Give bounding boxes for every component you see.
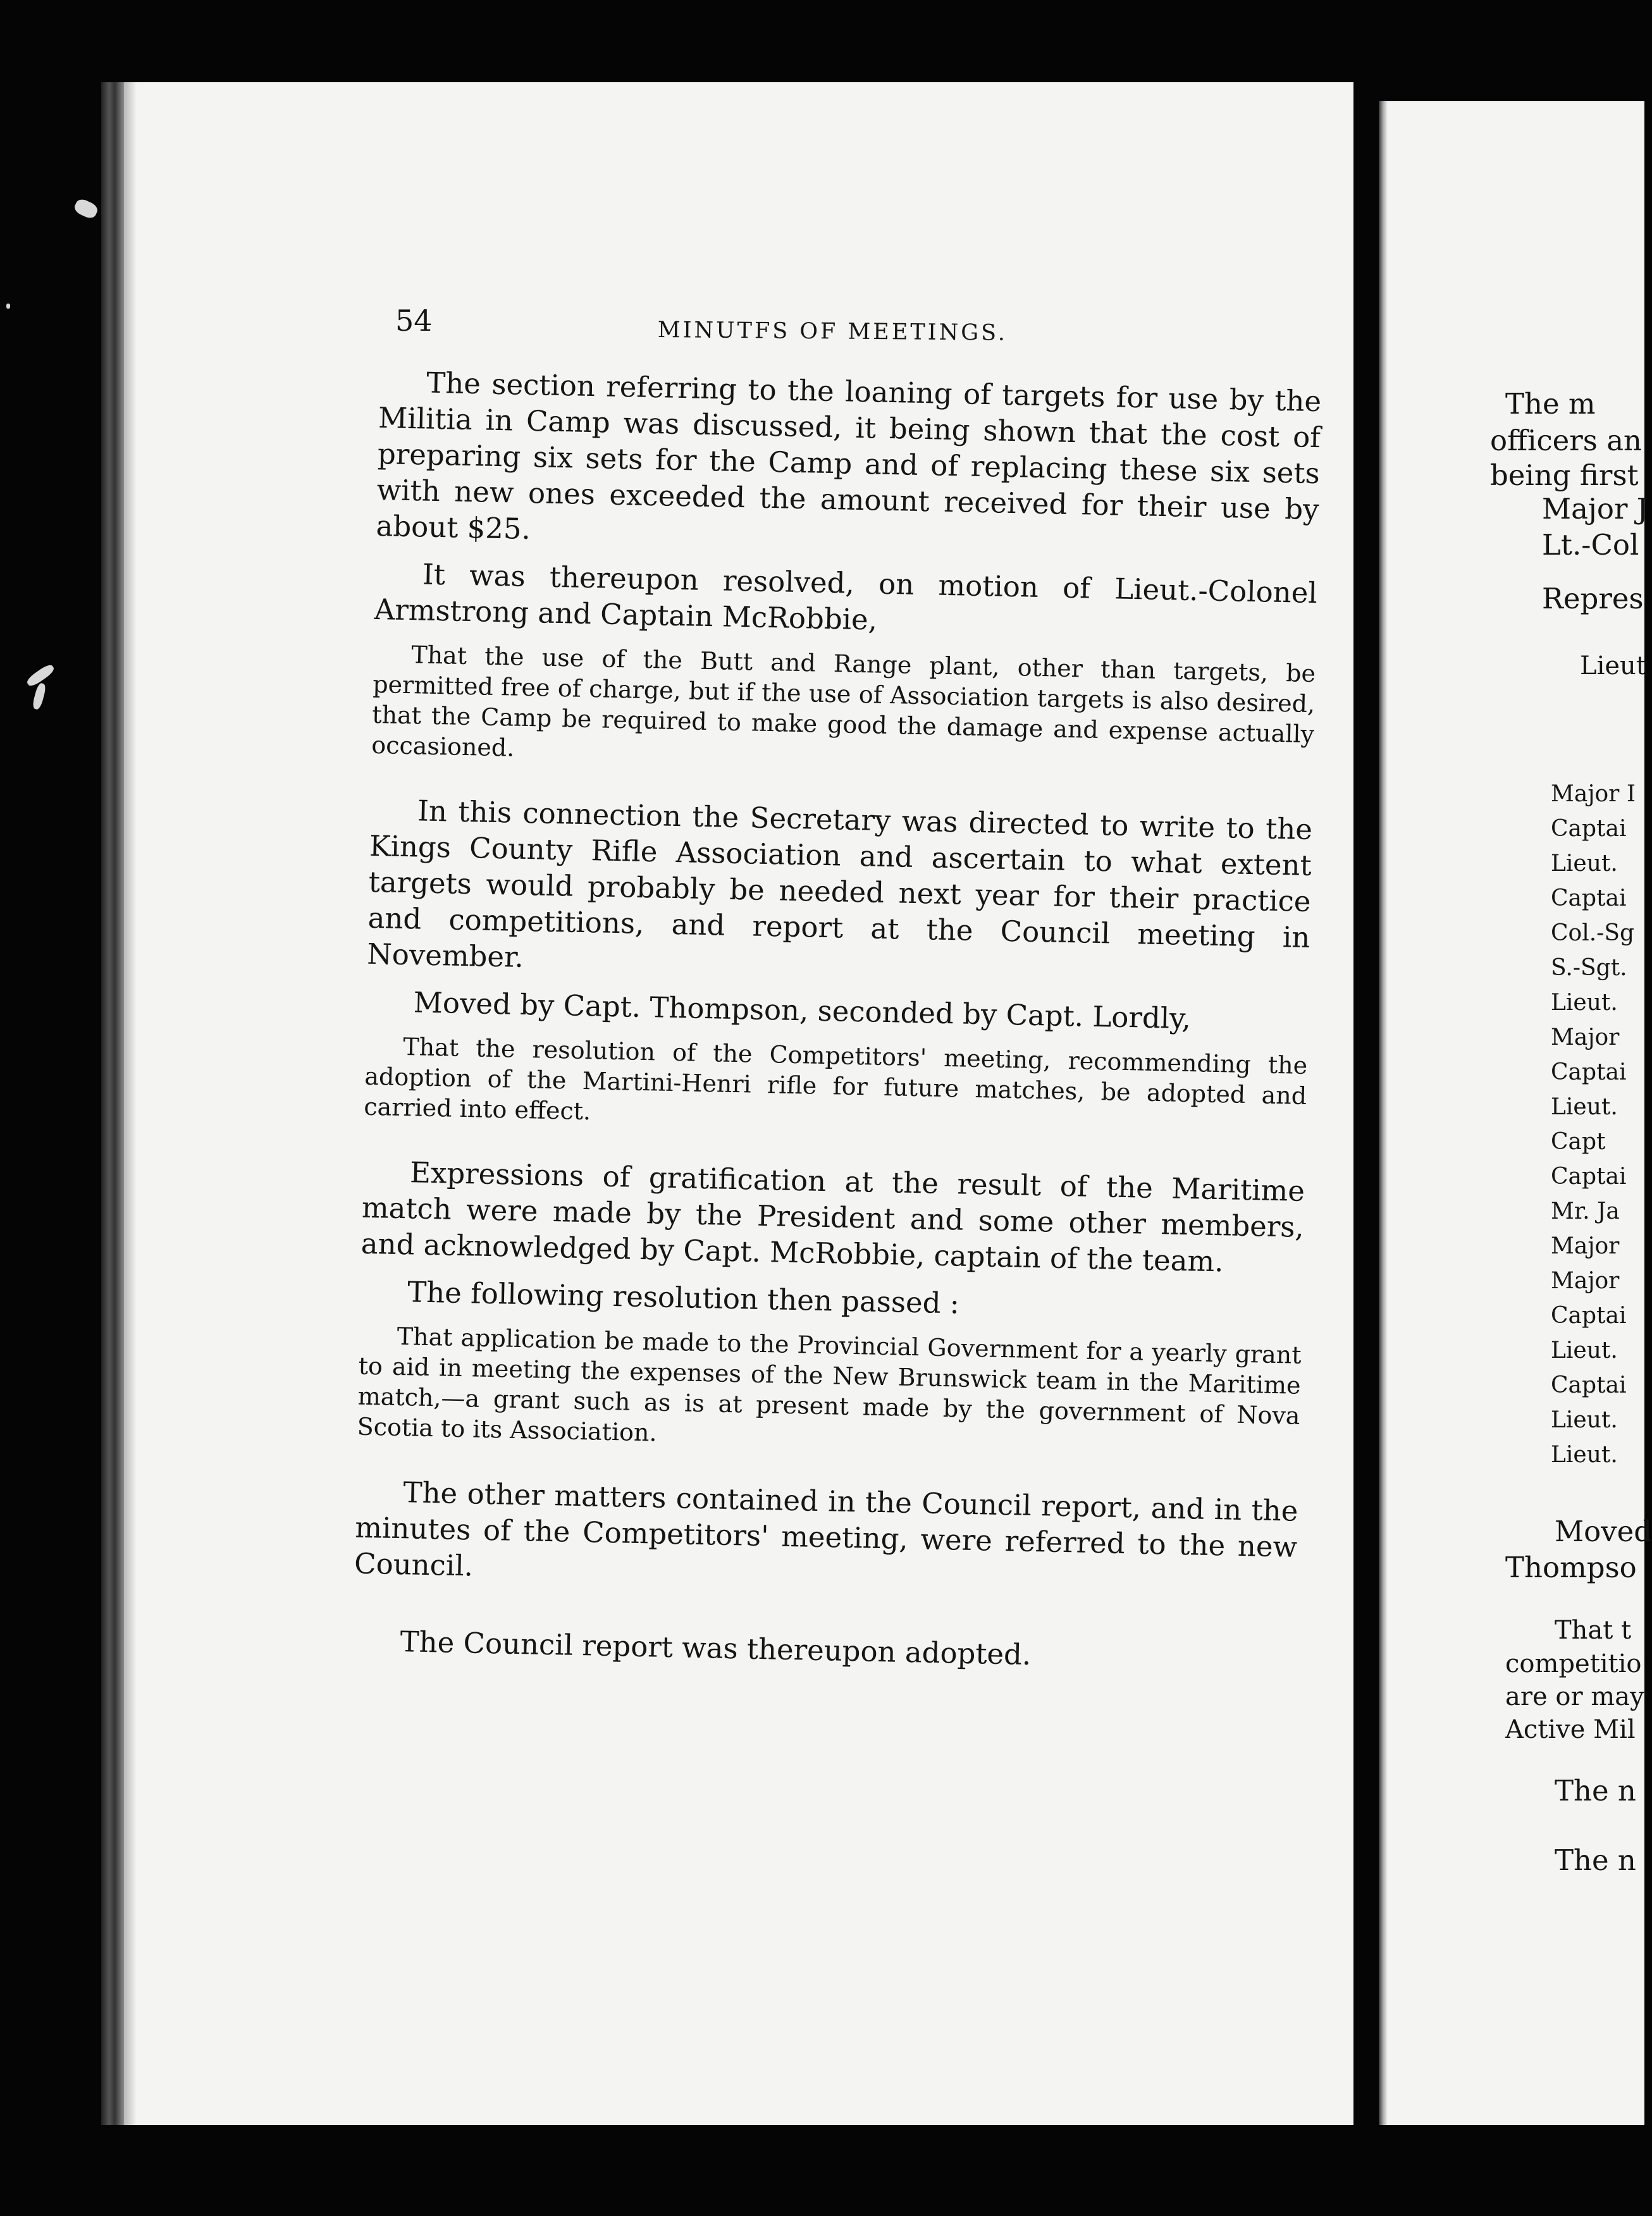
- right-page-line: are or may: [1505, 1682, 1644, 1711]
- right-page-line: Major: [1551, 1268, 1620, 1294]
- paragraph: The following resolution then passed :: [407, 1275, 960, 1320]
- right-page-line: Captai: [1551, 816, 1627, 842]
- right-page-line: Lieut.: [1551, 1442, 1618, 1468]
- right-page-line: Lieut.: [1551, 990, 1618, 1016]
- paragraph: Expressions of gratification at the result of the Maritime match were made by the President and some other members, and acknowledged by Capt. McRobbie, captain of the team.: [361, 1155, 1305, 1279]
- right-page-line: Captai: [1551, 885, 1627, 911]
- right-page-line: That t: [1555, 1616, 1632, 1645]
- closing-paragraph: The Council report was thereupon adopted.: [400, 1625, 1032, 1672]
- right-page-line: competitio: [1505, 1649, 1642, 1678]
- right-page-line: The n: [1555, 1844, 1636, 1877]
- right-page-line: Thompso: [1505, 1551, 1637, 1584]
- paragraph: It was thereupon resolved, on motion of Lieut.-Colonel Armstrong and Captain McRobbie,: [374, 557, 1318, 637]
- right-page-line: Major I: [1551, 781, 1636, 807]
- right-page-line: Captai: [1551, 1059, 1627, 1085]
- right-page-line: The m: [1505, 387, 1596, 421]
- paragraph: The other matters contained in the Council report, and in the minutes of the Competitors' meeting, were referred to the new Council.: [354, 1475, 1298, 1583]
- paragraph: The section referring to the loaning of targets for use by the Militia in Camp was discussed, it being shown that the cost of preparing six sets for the Camp and of replacing these six sets with new ones exceeded the amount received for their use by about $25.: [376, 366, 1322, 546]
- right-page-line: Lieut.: [1551, 851, 1618, 877]
- right-page-line: Lieut.: [1551, 1407, 1618, 1433]
- right-page-line: Repres: [1542, 582, 1644, 615]
- right-page-line: Moved: [1555, 1515, 1652, 1548]
- right-page-line: Lt.-Col: [1542, 528, 1639, 562]
- scan-speck: [6, 304, 10, 309]
- right-page-line: Mr. Ja: [1551, 1198, 1620, 1224]
- right-page-line: Major: [1551, 1025, 1620, 1050]
- book-spine: [101, 82, 124, 2125]
- resolution-text: That application be made to the Provincial Government for a yearly grant to aid in meeting the expenses of the New Brunswick team in the Maritime match,—a grant such as is at present made by the government of Nova Scotia to its Association.: [357, 1322, 1302, 1447]
- paragraph: In this connection the Secretary was directed to write to the Kings County Rifle Association and ascertain to what extent targets would probably be needed next year for their practice and competitions, and report at the Council meeting in November.: [366, 794, 1313, 974]
- right-page-line: Captai: [1551, 1164, 1627, 1190]
- right-page-fragment: [1379, 101, 1652, 2125]
- resolution-text: That the use of the Butt and Range plant, other than targets, be permitted free of charge, but if the use of Association targets is also desired, that the Camp be required to make good the damage and expense actually occasioned.: [371, 641, 1316, 762]
- scan-speck: [32, 682, 47, 710]
- right-page-line: Lieut.: [1551, 1094, 1618, 1120]
- right-page-line: Lieut.: [1551, 1338, 1618, 1363]
- body-text: [352, 364, 1322, 1690]
- paragraph: Moved by Capt. Thompson, seconded by Capt. Lordly,: [413, 985, 1192, 1036]
- right-page-line: Captai: [1551, 1372, 1627, 1398]
- right-page-line: Major J: [1542, 492, 1648, 526]
- right-page-line: Active Mil: [1505, 1715, 1636, 1744]
- scan-speck: [73, 197, 100, 221]
- right-page-line: Capt: [1551, 1129, 1606, 1155]
- right-page-line: officers an: [1490, 424, 1643, 457]
- resolution-text: That the resolution of the Competitors' meeting, recommending the adoption of the Martini-Henri rifle for future matches, be adopted and carried into effect.: [363, 1033, 1308, 1126]
- right-page-line: Col.-Sg: [1551, 920, 1635, 946]
- right-page-line: Major: [1551, 1233, 1620, 1259]
- running-head: MINUTFS OF MEETINGS.: [657, 317, 1008, 346]
- right-page-line: being first: [1490, 459, 1639, 492]
- right-page-line: Lieut: [1580, 651, 1646, 680]
- right-page-line: S.-Sgt.: [1551, 955, 1627, 981]
- left-page: [101, 82, 1353, 2125]
- right-page-line: Captai: [1551, 1303, 1627, 1329]
- page-number: 54: [395, 304, 433, 338]
- right-page-line: The n: [1555, 1774, 1636, 1807]
